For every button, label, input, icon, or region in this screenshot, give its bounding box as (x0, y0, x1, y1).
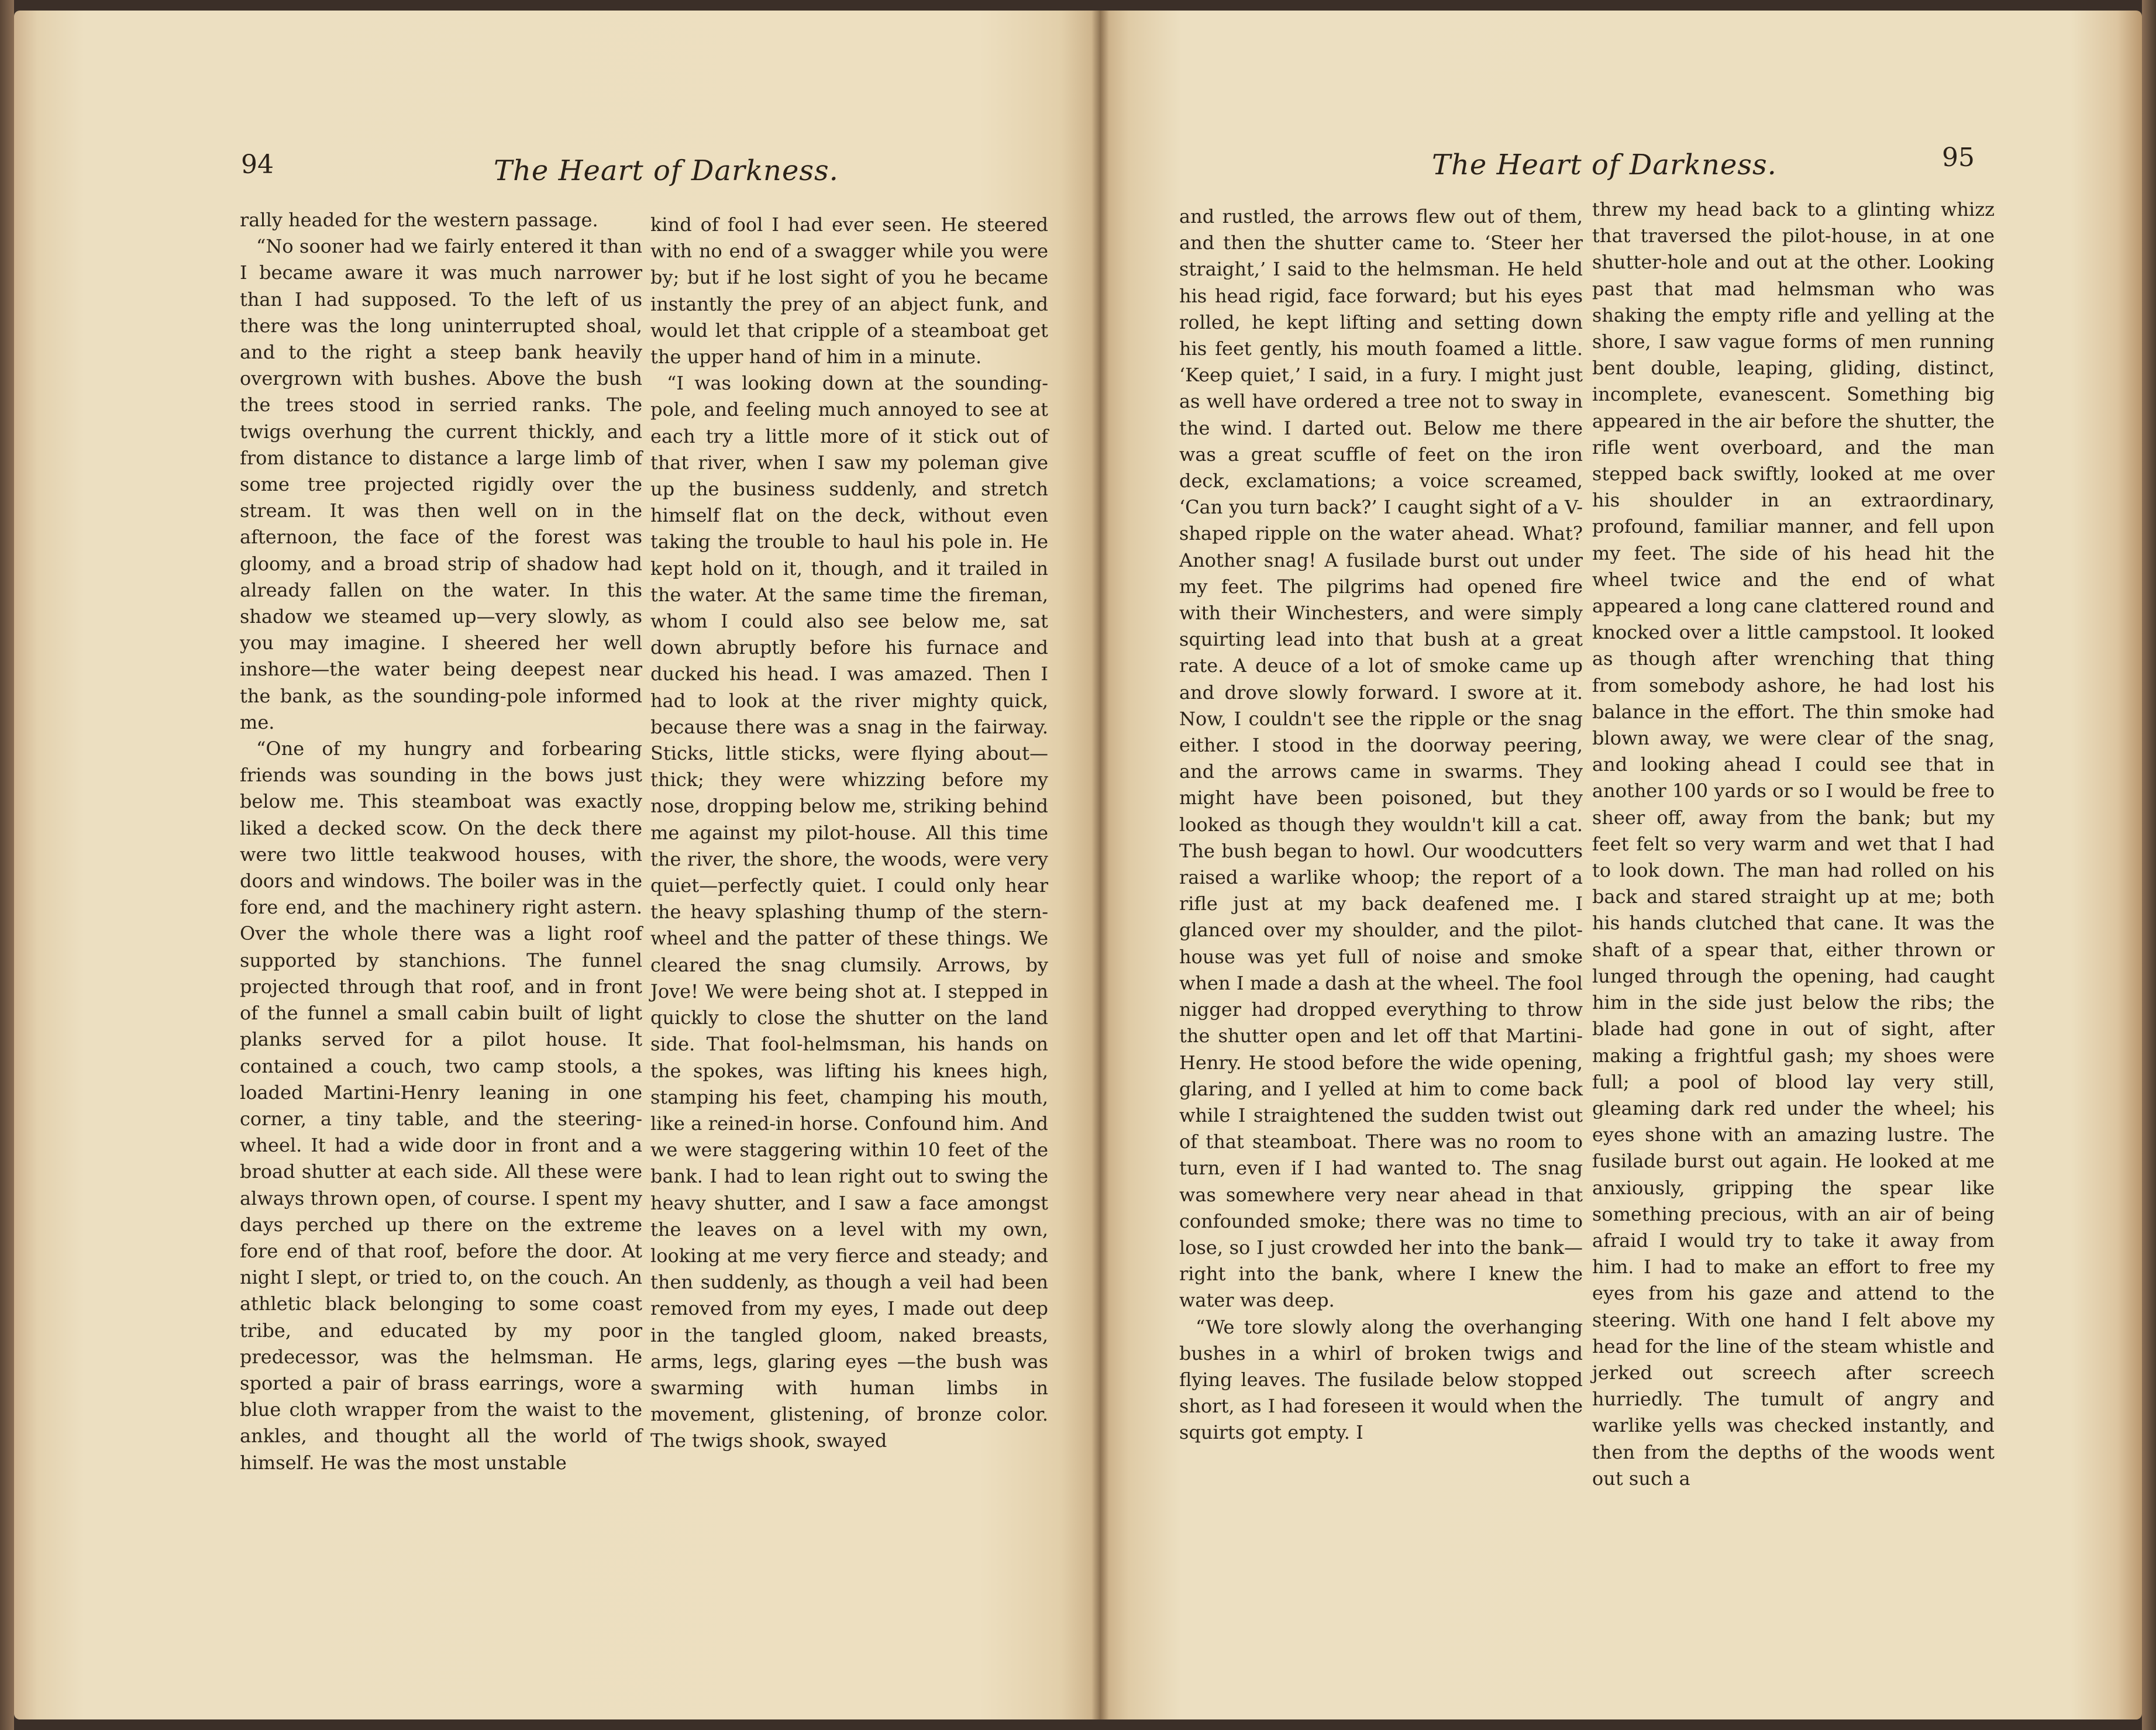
right-running-head: The Heart of Darkness. (1432, 149, 1777, 181)
paragraph: “I was looking down at the sounding-pole, and feeling much annoyed to see at each try a little more of it stick out of that river, when I saw my poleman give up the business suddenly, and stretch himself flat on the deck, without even taking the trouble to haul his pole in. He kept hold on it, though, and it trailed in the water. At the same time the fireman, whom I could also see below me, sat down abruptly before his furnace and ducked his head. I was amazed. Then I had to look at the river mighty quick, because there was a snag in the fairway. Sticks, little sticks, were flying about—thick; they were whizzing before my nose, dropping below me, striking behind me against my pilot-house. All this time the river, the shore, the woods, were very quiet—perfectly quiet. I could only hear the heavy splashing thump of the stern-wheel and the patter of these things. We cleared the snag clumsily. Arrows, by Jove! We were being shot at. I stepped in quickly to close the shutter on the land side. That fool-helmsman, his hands on the spokes, was lifting his knees high, stamping his feet, champing his mouth, like a reined-in horse. Confound him. And we were staggering within 10 feet of the bank. I had to lean right out to swing the heavy shutter, and I saw a face amongst the leaves on a level with my own, looking at me very fierce and steady; and then suddenly, as though a veil had been removed from my eyes, I made out deep in the tangled gloom, naked breasts, arms, legs, glaring eyes —the bush was swarming with human limbs in movement, glistening, of bronze color. The twigs shook, swayed (650, 372, 1048, 1452)
paragraph: threw my head back to a glinting whizz that traversed the pilot-house, in at one shutter-hole and out at the other. Looking past that mad helmsman who was shaking the empty rifle and yelling at the shore, I saw vague forms of men running bent double, leaping, gliding, distinct, incomplete, evanescent. Something big appeared in the air before the shutter, the rifle went overboard, and the man stepped back swiftly, looked at me over his shoulder in an extraordinary, profound, familiar manner, and fell upon my feet. The side of his head hit the wheel twice and the end of what appeared a long cane clattered round and knocked over a little campstool. It looked as though after wrenching that thing from somebody ashore, he had lost his balance in the effort. The thin smoke had blown away, we were clear of the snag, and looking ahead I could see that in another 100 yards or so I would be free to sheer off, away from the bank; but my feet felt so very warm and wet that I had to look down. The man had rolled on his back and stared straight up at me; both his hands clutched that cane. It was the shaft of a spear that, either thrown or lunged through the opening, had caught him in the side just below the ribs; the blade had gone in out of sight, after making a frightful gash; my shoes were full; a pool of blood lay very still, gleaming dark red under the wheel; his eyes shone with an amazing lustre. The fusilade burst out again. He looked at me anxiously, gripping the spear like something precious, with an air of being afraid I would try to take it away from him. I had to make an effort to free my eyes from his gaze and attend to the steering. With one hand I felt above my head for the line of the steam whistle and jerked out screech after screech hurriedly. The tumult of angry and warlike yells was checked instantly, and then from the depths of the woods went out such a (1592, 198, 1995, 1490)
right-page (1100, 11, 2142, 1719)
paragraph: kind of fool I had ever seen. He steered with no end of a swagger while you were by; but if he lost sight of you he became instantly the prey of an abject funk, and would let that cripple of a steamboat get the upper hand of him in a minute. (650, 213, 1048, 368)
left-running-head: The Heart of Darkness. (494, 154, 839, 187)
paragraph: “One of my hungry and forbearing friends was sounding in the bows just below me. This steamboat was exactly liked a decked scow. On the deck there were two little teakwood houses, with doors and windows. The boiler was in the fore end, and the machinery right astern. Over the whole there was a light roof supported by stanchions. The funnel projected through that roof, and in front of the funnel a small cabin built of light planks served for a pilot house. It contained a couch, two camp stools, a loaded Martini-Henry leaning in one corner, a tiny table, and the steering-wheel. It had a wide door in front and a broad shutter at each side. All these were always thrown open, of course. I spent my days perched up there on the extreme fore end of that roof, before the door. At night I slept, or tried to, on the couch. An athletic black belonging to some coast tribe, and educated by my poor predecessor, was the helmsman. He sported a pair of brass earrings, wore a blue cloth wrapper from the waist to the ankles, and thought all the world of himself. He was the most unstable (240, 738, 642, 1474)
paragraph: “No sooner had we fairly entered it than I became aware it was much narrower than I had supposed. To the left of us there was the long uninterrupted shoal, and to the right a steep bank heavily overgrown with bushes. Above the bush the trees stood in serried ranks. The twigs overhung the current thickly, and from distance to distance a large limb of some tree projected rigidly over the stream. It was then well on in the afternoon, the face of the forest was gloomy, and a broad strip of shadow had already fallen on the water. In this shadow we steamed up—very slowly, as you may imagine. I sheered her well inshore—the water being deepest near the bank, as the sounding-pole informed me. (240, 235, 642, 733)
book-gutter (1091, 11, 1109, 1719)
right-page-number: 95 (1942, 143, 1975, 173)
book-cover-edge-left (0, 0, 14, 1730)
paragraph: and rustled, the arrows flew out of them, and then the shutter came to. ‘Steer her straight,’ I said to the helmsman. He held his head rigid, face forward; but his eyes rolled, he kept lifting and setting down his feet gently, his mouth foamed a little. ‘Keep quiet,’ I said, in a fury. I might just as well have ordered a tree not to sway in the wind. I darted out. Below me there was a great scuffle of feet on the iron deck, exclamations; a voice screamed, ‘Can you turn back?’ I caught sight of a V-shaped ripple on the water ahead. What? Another snag! A fusilade burst out under my feet. The pilgrims had opened fire with their Winchesters, and were simply squirting lead into that bush at a great rate. A deuce of a lot of smoke came up and drove slowly forward. I swore at it. Now, I couldn't see the ripple or the snag either. I stood in the doorway peering, and the arrows came in swarms. They might have been poisoned, but they looked as though they wouldn't kill a cat. The bush began to howl. Our woodcutters raised a warlike whoop; the report of a rifle just at my back deafened me. I glanced over my shoulder, and the pilot-house was yet full of noise and smoke when I made a dash at the wheel. The fool nigger had dropped everything to throw the shutter open and let off that Martini-Henry. He stood before the wide opening, glaring, and I yelled at him to come back while I straightened the sudden twist out of that steamboat. There was no room to turn, even if I had wanted to. The snag was somewhere very near ahead in that confounded smoke; there was no time to lose, so I just crowded her into the bank—right into the bank, where I knew the water was deep. (1179, 205, 1583, 1312)
left-page-column-1 (240, 207, 642, 1476)
left-page-column-2 (650, 212, 1048, 1455)
left-page (14, 11, 1100, 1719)
left-page-number: 94 (241, 150, 274, 180)
paragraph: “We tore slowly along the overhanging bushes in a whirl of broken twigs and flying leaves. The fusilade below stopped short, as I had foreseen it would when the squirts got empty. I (1179, 1315, 1583, 1444)
paragraph: rally headed for the western passage. (240, 209, 598, 231)
right-page-column-2 (1592, 197, 1995, 1492)
right-page-column-1 (1179, 204, 1583, 1446)
book-cover-edge-right (2142, 0, 2156, 1730)
